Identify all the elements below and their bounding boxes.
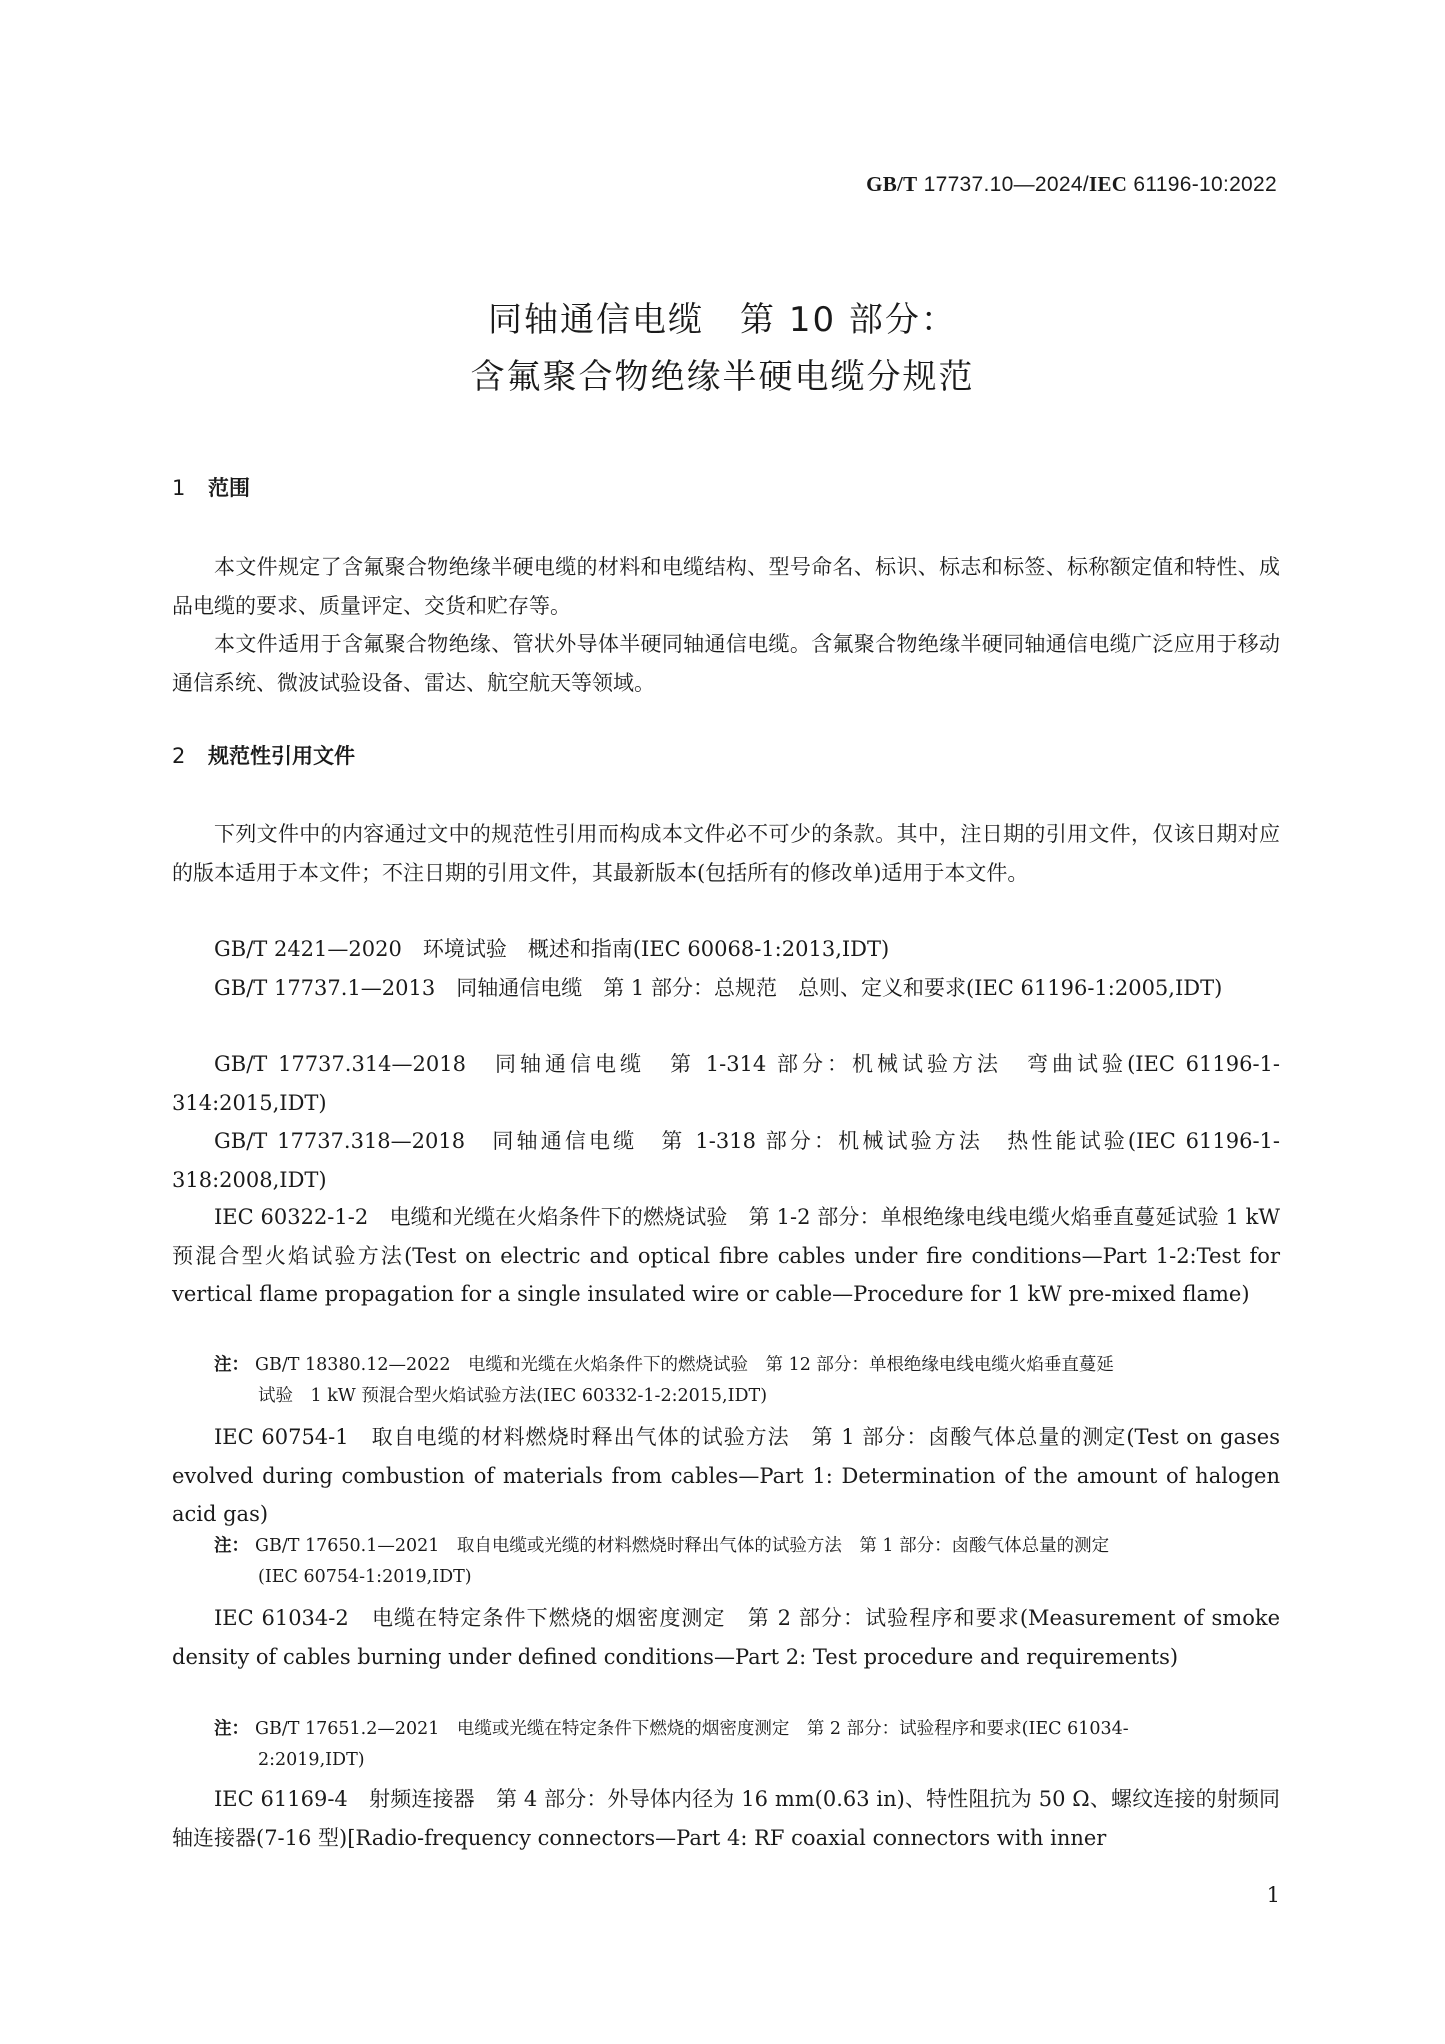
reference-gb-17737-318: GB/T 17737.318—2018 同轴通信电缆 第 1-318 部分：机械试验方法 热性能试验(IEC 61196-1-318:2008,IDT) bbox=[172, 1129, 1280, 1192]
reference-iec-61169-4: IEC 61169-4 射频连接器 第 4 部分：外导体内径为 16 mm(0.63 in)、特性阻抗为 50 Ω、螺纹连接的射频同轴连接器(7-16 型)[Radio-frequency connectors—Part 4: RF coaxial connectors with inner bbox=[172, 1787, 1280, 1850]
note-gb-17651-2: 注： GB/T 17651.2—2021 电缆或光缆在特定条件下燃烧的烟密度测定 第 2 部分：试验程序和要求(IEC 61034- 2:2019,IDT) bbox=[214, 1719, 1129, 1770]
section-2-heading: 2 规范性引用文件 bbox=[172, 744, 355, 768]
standard-number: GB/T 17737.10—2024/IEC 61196-10:2022 bbox=[866, 172, 1277, 196]
note-gb-18380-12: 注： GB/T 18380.12—2022 电缆和光缆在火焰条件下的燃烧试验 第 12 部分：单根绝缘电线电缆火焰垂直蔓延 试验 1 kW 预混合型火焰试验方法(IEC 60332-1-2:2015,IDT) bbox=[214, 1355, 1114, 1406]
reference-gb-17737-1: GB/T 17737.1—2013 同轴通信电缆 第 1 部分：总规范 总则、定义和要求(IEC 61196-1:2005,IDT) bbox=[214, 976, 1223, 1000]
section-1-heading: 1 范围 bbox=[172, 476, 250, 500]
reference-gb-2421: GB/T 2421—2020 环境试验 概述和指南(IEC 60068-1:2013,IDT) bbox=[214, 937, 890, 961]
reference-iec-61034-2: IEC 61034-2 电缆在特定条件下燃烧的烟密度测定 第 2 部分：试验程序和要求(Measurement of smoke density of cables burning under defined conditions—Part 2: Test procedure and requirements) bbox=[172, 1606, 1280, 1669]
reference-iec-60322-1-2: IEC 60322-1-2 电缆和光缆在火焰条件下的燃烧试验 第 1-2 部分：单根绝缘电线电缆火焰垂直蔓延试验 1 kW 预混合型火焰试验方法(Test on electric and optical fibre cables under fire conditions—Part 1-2:Test for vertical flame propagation for a single insulated wire or cable—Procedure for 1 kW pre-mixed flame) bbox=[172, 1205, 1280, 1306]
references-intro: 下列文件中的内容通过文中的规范性引用而构成本文件必不可少的条款。其中，注日期的引用文件，仅该日期对应的版本适用于本文件；不注日期的引用文件，其最新版本(包括所有的修改单)适用于本文件。 bbox=[172, 822, 1280, 885]
note-gb-17650-1: 注： GB/T 17650.1—2021 取自电缆或光缆的材料燃烧时释出气体的试验方法 第 1 部分：卤酸气体总量的测定 (IEC 60754-1:2019,IDT) bbox=[214, 1536, 1110, 1587]
scope-paragraph-2: 本文件适用于含氟聚合物绝缘、管状外导体半硬同轴通信电缆。含氟聚合物绝缘半硬同轴通信电缆广泛应用于移动通信系统、微波试验设备、雷达、航空航天等领域。 bbox=[172, 632, 1280, 695]
reference-gb-17737-314: GB/T 17737.314—2018 同轴通信电缆 第 1-314 部分：机械试验方法 弯曲试验(IEC 61196-1-314:2015,IDT) bbox=[172, 1052, 1280, 1115]
reference-iec-60754-1: IEC 60754-1 取自电缆的材料燃烧时释出气体的试验方法 第 1 部分：卤酸气体总量的测定(Test on gases evolved during combustion of materials from cables—Part 1: Determination of the amount of halogen acid gas) bbox=[172, 1425, 1280, 1526]
document-title-line-2: 含氟聚合物绝缘半硬电缆分规范 bbox=[470, 357, 975, 397]
scope-paragraph-1: 本文件规定了含氟聚合物绝缘半硬电缆的材料和电缆结构、型号命名、标识、标志和标签、标称额定值和特性、成品电缆的要求、质量评定、交货和贮存等。 bbox=[172, 555, 1280, 618]
page-number: 1 bbox=[1266, 1883, 1280, 1907]
document-title-line-1: 同轴通信电缆 第 10 部分： bbox=[488, 300, 957, 340]
